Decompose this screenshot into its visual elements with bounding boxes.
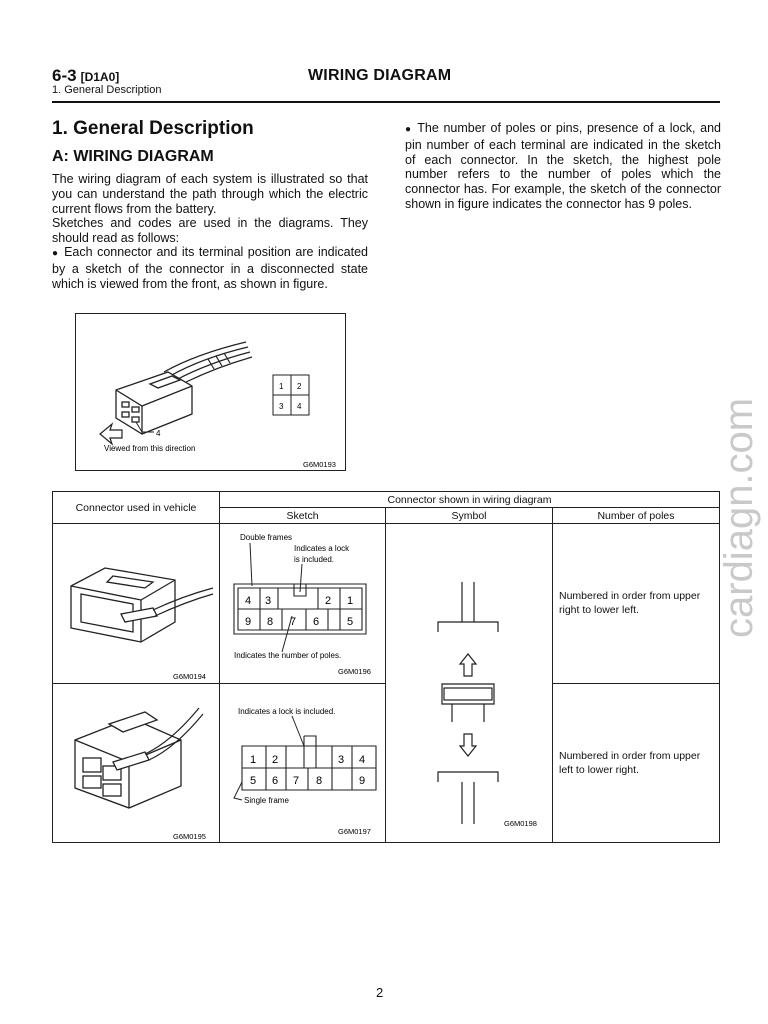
col-header-sketch: Sketch [220,508,386,524]
leader-line [234,782,242,800]
pin-number: 7 [293,774,300,787]
figure-code: G6M0195 [173,831,206,841]
bullet-icon: ● [405,124,413,135]
connector-table [52,491,720,843]
figure-code: G6M0193 [303,460,336,469]
connector-symbol-diagram [386,524,552,842]
table-header-row [53,492,720,508]
connector-housing-icon [71,568,175,642]
sketch-note: Double frames [240,533,293,543]
terminal-grid [273,375,309,415]
sketch-note: Indicates a lock [294,544,350,554]
col-header-group: Connector shown in wiring diagram [220,492,720,508]
pin-number: 2 [272,753,279,766]
leader-line [292,716,304,746]
figure-code: G6M0194 [173,672,206,682]
pin-number: 5 [347,616,354,629]
pin-number: 9 [245,616,252,629]
col-header-symbol: Symbol [386,508,553,524]
pin-number: 8 [316,774,323,787]
pin-number: 1 [250,753,257,766]
page-heading: 1. General Description [52,118,254,139]
pin-number: 4 [245,595,252,608]
grid-pin: 3 [279,402,284,411]
pin-number: 1 [347,595,354,608]
vehicle-connector-illustration [53,524,219,682]
section-code: [D1A0] [80,70,120,84]
sketch-note: Indicates a lock is included. [238,706,336,716]
sketch-double-frame [220,524,385,682]
header-title: WIRING DIAGRAM [308,67,452,84]
pin-number: 4 [359,753,366,766]
pin-number: 2 [325,595,332,608]
section-number [52,66,119,86]
paragraph-intro: The wiring diagram of each system is illustrated so that you can understand the path through which the electric current flows from the battery. [52,172,368,216]
sketch-note: Indicates the number of poles. [234,651,342,661]
bullet-text: The number of poles or pins, presence of a lock, and pin number of each terminal are indicated in the sketch of each connector. In the sketch, the highest pole number refers to the number of poles which the connector has. For example, the sketch of the connector shown in figure indicates the connector has 9 poles. [405,121,721,211]
sketch-note: is included. [294,555,335,565]
figure-code: G6M0198 [504,819,537,828]
pin-number: 3 [265,595,272,608]
sketch-cell [220,524,386,684]
page-number: 2 [376,985,384,1000]
view-direction-arrow-icon [100,424,122,444]
subsection-label: 1. General Description [52,84,162,96]
poles-cell: Numbered in order from upper left to lower right. [553,683,720,843]
bullet-connector-sketch [52,245,368,291]
paragraph-sketches: Sketches and codes are used in the diagrams. They should read as follows: [52,216,368,245]
header-rule [52,101,720,103]
connector-housing-icon [75,712,181,808]
pin-number: 5 [250,774,257,787]
watermark-text: cardiagn.com [717,397,761,638]
symbol-cell [386,524,553,843]
figure-connector-view [75,313,346,471]
vehicle-connector-illustration [53,684,219,842]
vehicle-cell [53,524,220,684]
sketch-note: Single frame [244,795,289,805]
pin-number: 7 [290,616,297,629]
poles-cell: Numbered in order from upper right to lower left. [553,524,720,684]
section-number-text: 6-3 [52,66,77,85]
figure-code: G6M0196 [338,667,371,677]
col-header-vehicle: Connector used in vehicle [53,492,220,524]
pin-number: 6 [313,616,320,629]
connector-view-illustration [76,314,345,470]
leader-line [250,543,252,586]
sketch-single-frame [220,684,385,842]
bullet-icon: ● [52,248,60,259]
pin-number: 9 [359,774,366,787]
sketch-cell [220,683,386,843]
table-row [53,524,720,684]
bullet-poles [405,121,721,212]
page-subheading: A: WIRING DIAGRAM [52,148,214,165]
vehicle-cell [53,683,220,843]
col-header-poles: Number of poles [553,508,720,524]
pin-number: 8 [267,616,274,629]
pin-number: 6 [272,774,279,787]
figure-code: G6M0197 [338,826,371,836]
grid-pin: 4 [297,402,302,411]
pointer-number: 4 [156,429,161,438]
bullet-text: Each connector and its terminal position are indicated by a sketch of the connector in a disconnected state which is viewed from the front, as shown in figure. [52,245,368,291]
symbol-lines [438,582,498,824]
single-frame-outline [242,736,376,790]
connector-body-icon [116,372,192,434]
pin-number: 3 [338,753,345,766]
grid-pin: 1 [279,382,284,391]
grid-pin: 2 [297,382,302,391]
figure-caption: Viewed from this direction [104,444,196,453]
